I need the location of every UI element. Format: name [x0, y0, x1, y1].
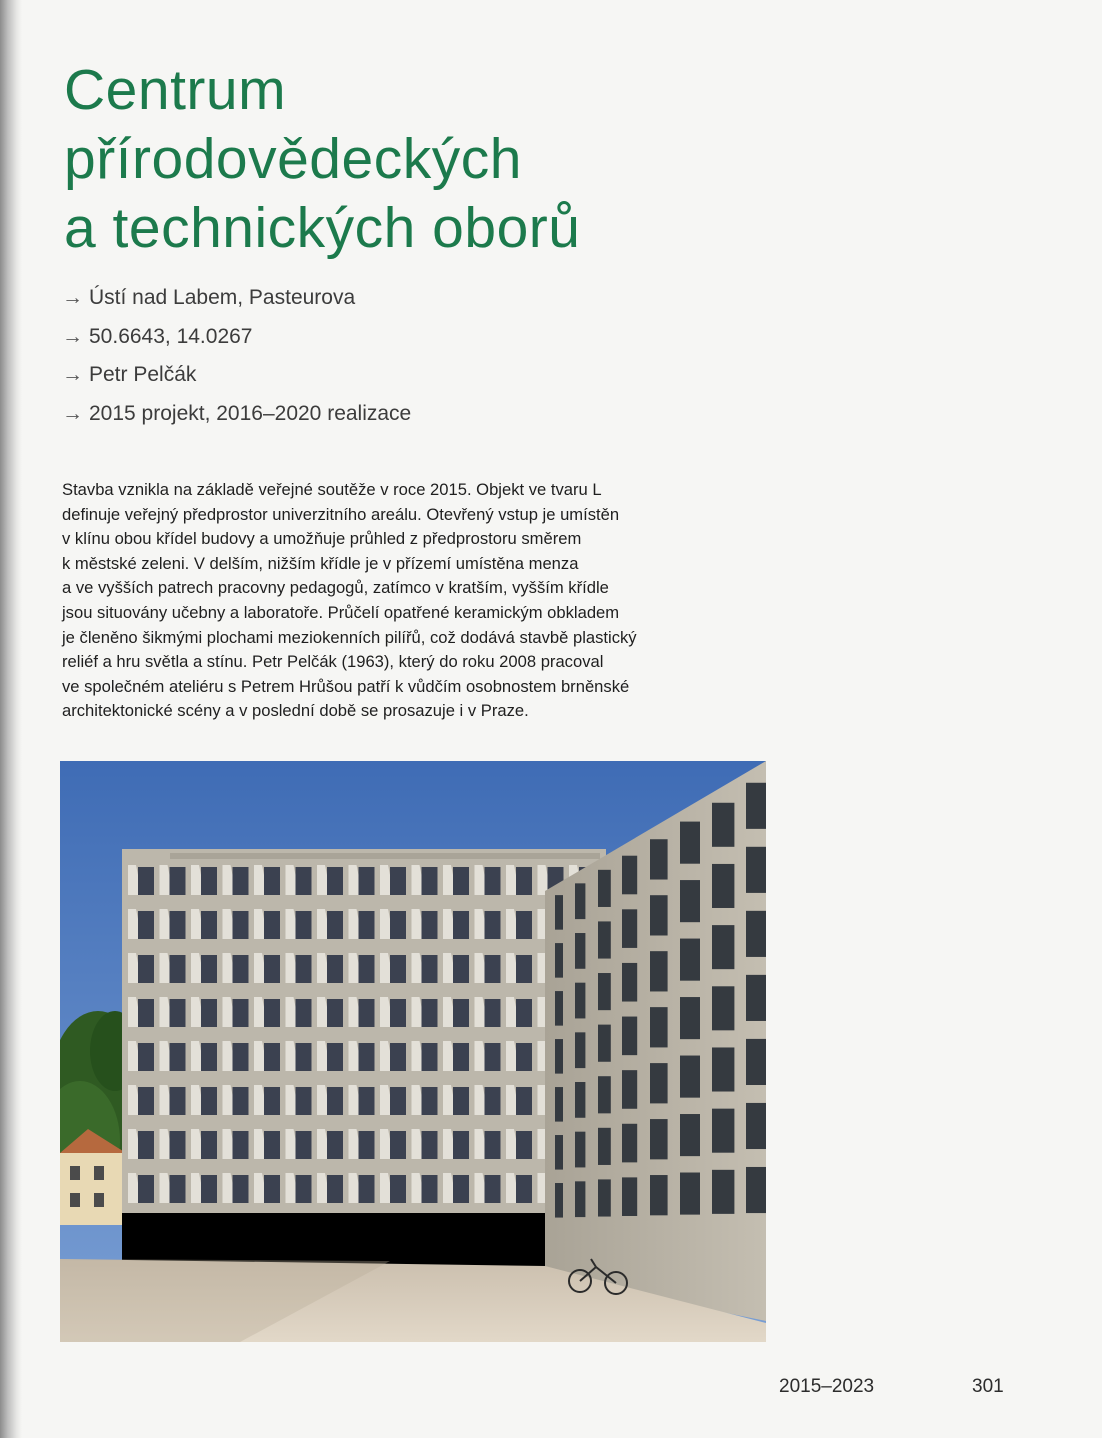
arrow-right-icon: → — [62, 401, 83, 425]
facade-window — [443, 909, 469, 939]
facade-window — [380, 865, 406, 895]
facade-window — [191, 865, 217, 895]
wing-window — [680, 1056, 700, 1098]
facade-window — [286, 909, 312, 939]
facade-window — [191, 1173, 217, 1203]
book-spine-shadow — [0, 0, 22, 1438]
facade-window — [475, 1085, 501, 1115]
facade-window — [254, 1041, 280, 1071]
wing-window — [712, 925, 734, 969]
facade-window — [128, 1085, 154, 1115]
wing-window — [746, 975, 766, 1021]
facade-window — [412, 1173, 438, 1203]
wing-window — [650, 839, 668, 879]
facade-window — [286, 953, 312, 983]
body-line: k městské zeleni. V delším, nižším křídle je v přízemí umístěna menza — [62, 553, 579, 573]
facade-window — [506, 1085, 532, 1115]
facade-window — [286, 1173, 312, 1203]
wing-window — [746, 783, 766, 829]
meta-location-text: Ústí nad Labem, Pasteurova — [89, 286, 356, 309]
facade-window — [128, 1129, 154, 1159]
facade-window — [412, 1129, 438, 1159]
facade-window — [223, 1173, 249, 1203]
facade-window — [506, 1129, 532, 1159]
facade-window — [349, 865, 375, 895]
footer-years: 2015–2023 — [779, 1376, 875, 1397]
facade-window — [160, 953, 186, 983]
facade-window — [317, 953, 343, 983]
project-metadata-list — [62, 283, 411, 437]
facade-window — [317, 1129, 343, 1159]
facade-window — [160, 1129, 186, 1159]
facade-window — [223, 1041, 249, 1071]
meta-dates — [62, 399, 411, 438]
facade-window — [317, 1041, 343, 1071]
facade-window — [412, 997, 438, 1027]
facade-window — [128, 953, 154, 983]
wing-window — [650, 1007, 668, 1047]
wing-window — [575, 1181, 585, 1217]
wing-window — [712, 986, 734, 1030]
facade-window — [286, 997, 312, 1027]
facade-window — [254, 1129, 280, 1159]
body-line: v klínu obou křídel budovy a umožňuje průhled z předprostoru směrem — [62, 529, 582, 549]
wing-window — [712, 1109, 734, 1153]
wing-window — [575, 933, 585, 969]
facade-window — [160, 865, 186, 895]
body-line: reliéf a hru světla a stínu. Petr Pelčák (1963), který do roku 2008 pracoval — [62, 652, 604, 672]
facade-window — [191, 953, 217, 983]
meta-coordinates-text: 50.6643, 14.0267 — [89, 324, 253, 348]
facade-window — [349, 1085, 375, 1115]
wing-window — [575, 1132, 585, 1168]
facade-window — [506, 1173, 532, 1203]
facade-window — [317, 909, 343, 939]
wing-window — [598, 1128, 611, 1165]
facade-window — [317, 1085, 343, 1115]
wing-window — [598, 1025, 611, 1062]
facade-window — [254, 909, 280, 939]
facade-window — [160, 1085, 186, 1115]
facade-window — [286, 865, 312, 895]
wing-window — [712, 1047, 734, 1091]
title-line-3: a technických oborů — [64, 196, 581, 260]
wing-window — [555, 991, 563, 1026]
wing-window — [598, 921, 611, 958]
facade-window — [443, 1085, 469, 1115]
facade-window — [160, 997, 186, 1027]
wing-window — [746, 1039, 766, 1085]
facade-window — [191, 909, 217, 939]
wing-window — [746, 847, 766, 893]
facade-window — [380, 1085, 406, 1115]
wing-window — [680, 822, 700, 864]
wing-window — [598, 1076, 611, 1113]
wing-window — [622, 909, 637, 948]
arrow-right-icon: → — [62, 324, 83, 348]
front-windows — [128, 865, 595, 1261]
meta-architect — [62, 360, 411, 399]
building-photo — [60, 761, 766, 1342]
wing-window — [555, 1039, 563, 1074]
facade-window — [349, 997, 375, 1027]
facade-window — [128, 909, 154, 939]
wing-window — [622, 856, 637, 895]
wing-window — [555, 1135, 563, 1170]
facade-window — [412, 953, 438, 983]
arrow-right-icon: → — [62, 286, 83, 309]
facade-window — [380, 1173, 406, 1203]
wing-window — [575, 983, 585, 1019]
wing-window — [622, 1124, 637, 1163]
wing-window — [622, 1017, 637, 1056]
facade-window — [475, 865, 501, 895]
wing-window — [712, 803, 734, 847]
facade-window — [349, 1129, 375, 1159]
facade-window — [286, 1129, 312, 1159]
wing-window — [712, 1170, 734, 1214]
facade-window — [380, 1129, 406, 1159]
facade-window — [380, 953, 406, 983]
facade-window — [223, 1129, 249, 1159]
facade-window — [475, 1041, 501, 1071]
title-line-2: přírodovědeckých — [64, 127, 522, 191]
facade-window — [223, 997, 249, 1027]
facade-window — [412, 1041, 438, 1071]
wing-window — [555, 943, 563, 978]
meta-coordinates — [62, 322, 411, 361]
wing-window — [712, 864, 734, 908]
wing-window — [575, 1032, 585, 1068]
facade-window — [412, 865, 438, 895]
facade-window — [223, 1085, 249, 1115]
body-line: architektonické scény a v poslední době se prosazuje i v Praze. — [62, 701, 529, 721]
wing-window — [746, 1167, 766, 1213]
wing-window — [650, 1175, 668, 1215]
title-line-1: Centrum — [64, 58, 287, 122]
facade-window — [128, 1173, 154, 1203]
facade-window — [128, 997, 154, 1027]
facade-window — [443, 865, 469, 895]
facade-window — [443, 953, 469, 983]
facade-window — [286, 1041, 312, 1071]
wing-window — [598, 1179, 611, 1216]
facade-window — [380, 1041, 406, 1071]
facade-window — [254, 953, 280, 983]
body-line: definuje veřejný předprostor univerzitního areálu. Otevřený vstup je umístěn — [62, 504, 620, 524]
wing-window — [622, 963, 637, 1002]
arrow-right-icon: → — [62, 363, 83, 386]
wing-window — [650, 1063, 668, 1103]
facade-window — [223, 909, 249, 939]
facade-window — [317, 997, 343, 1027]
wing-window — [680, 880, 700, 922]
body-line: ve společném ateliéru s Petrem Hrůšou patří k vůdčím osobnostem brněnské — [62, 676, 630, 696]
facade-window — [475, 997, 501, 1027]
facade-window — [254, 997, 280, 1027]
facade-window — [160, 909, 186, 939]
wing-window — [680, 997, 700, 1039]
wing-window — [650, 895, 668, 935]
facade-window — [349, 953, 375, 983]
facade-window — [506, 909, 532, 939]
facade-window — [349, 1041, 375, 1071]
facade-window — [475, 909, 501, 939]
facade-window — [191, 1129, 217, 1159]
wing-window — [680, 1173, 700, 1215]
wing-window — [680, 1114, 700, 1156]
wing-window — [622, 1177, 637, 1216]
facade-window — [191, 1085, 217, 1115]
meta-architect-text: Petr Pelčák — [89, 363, 197, 386]
wing-window — [650, 951, 668, 991]
wing-window — [555, 895, 563, 930]
wing-window — [622, 1070, 637, 1109]
facade-window — [380, 997, 406, 1027]
wing-window — [575, 1082, 585, 1118]
facade-window — [160, 1173, 186, 1203]
body-line: a ve vyšších patrech pracovny pedagogů, zatímco v kratším, vyšším křídle — [62, 578, 609, 598]
meta-location — [62, 283, 411, 322]
description-paragraph — [62, 478, 782, 724]
facade-window — [223, 953, 249, 983]
meta-dates-text: 2015 projekt, 2016–2020 realizace — [89, 401, 412, 425]
facade-window — [191, 1041, 217, 1071]
facade-window — [412, 909, 438, 939]
facade-window — [349, 909, 375, 939]
facade-window — [475, 1173, 501, 1203]
facade-window — [506, 997, 532, 1027]
facade-window — [443, 1041, 469, 1071]
wing-window — [555, 1087, 563, 1122]
body-line: jsou situovány učebny a laboratoře. Průčelí opatřené keramickým obkladem — [62, 602, 620, 622]
page-number: 301 — [972, 1376, 1004, 1397]
facade-window — [254, 865, 280, 895]
facade-window — [223, 865, 249, 895]
facade-window — [506, 953, 532, 983]
wing-window — [746, 1103, 766, 1149]
facade-window — [349, 1173, 375, 1203]
body-line: Stavba vznikla na základě veřejné soutěže v roce 2015. Objekt ve tvaru L — [62, 480, 602, 499]
wing-window — [575, 883, 585, 919]
wing-window — [650, 1119, 668, 1159]
wing-window — [598, 870, 611, 907]
facade-window — [443, 997, 469, 1027]
facade-window — [191, 997, 217, 1027]
facade-window — [475, 1129, 501, 1159]
facade-window — [380, 909, 406, 939]
facade-window — [317, 865, 343, 895]
facade-window — [286, 1085, 312, 1115]
facade-window — [254, 1085, 280, 1115]
facade-window — [475, 953, 501, 983]
wing-window — [746, 911, 766, 957]
facade-window — [254, 1173, 280, 1203]
facade-window — [506, 1041, 532, 1071]
page-title — [64, 56, 764, 263]
facade-window — [128, 1041, 154, 1071]
facade-window — [506, 865, 532, 895]
facade-window — [443, 1129, 469, 1159]
facade-window — [128, 865, 154, 895]
facade-window — [443, 1173, 469, 1203]
wing-window — [598, 973, 611, 1010]
facade-window — [412, 1085, 438, 1115]
wing-window — [555, 1183, 563, 1218]
facade-window — [317, 1173, 343, 1203]
facade-window — [160, 1041, 186, 1071]
wing-window — [680, 939, 700, 981]
body-line: je členěno šikmými plochami meziokenních pilířů, což dodává stavbě plastický — [62, 627, 637, 647]
